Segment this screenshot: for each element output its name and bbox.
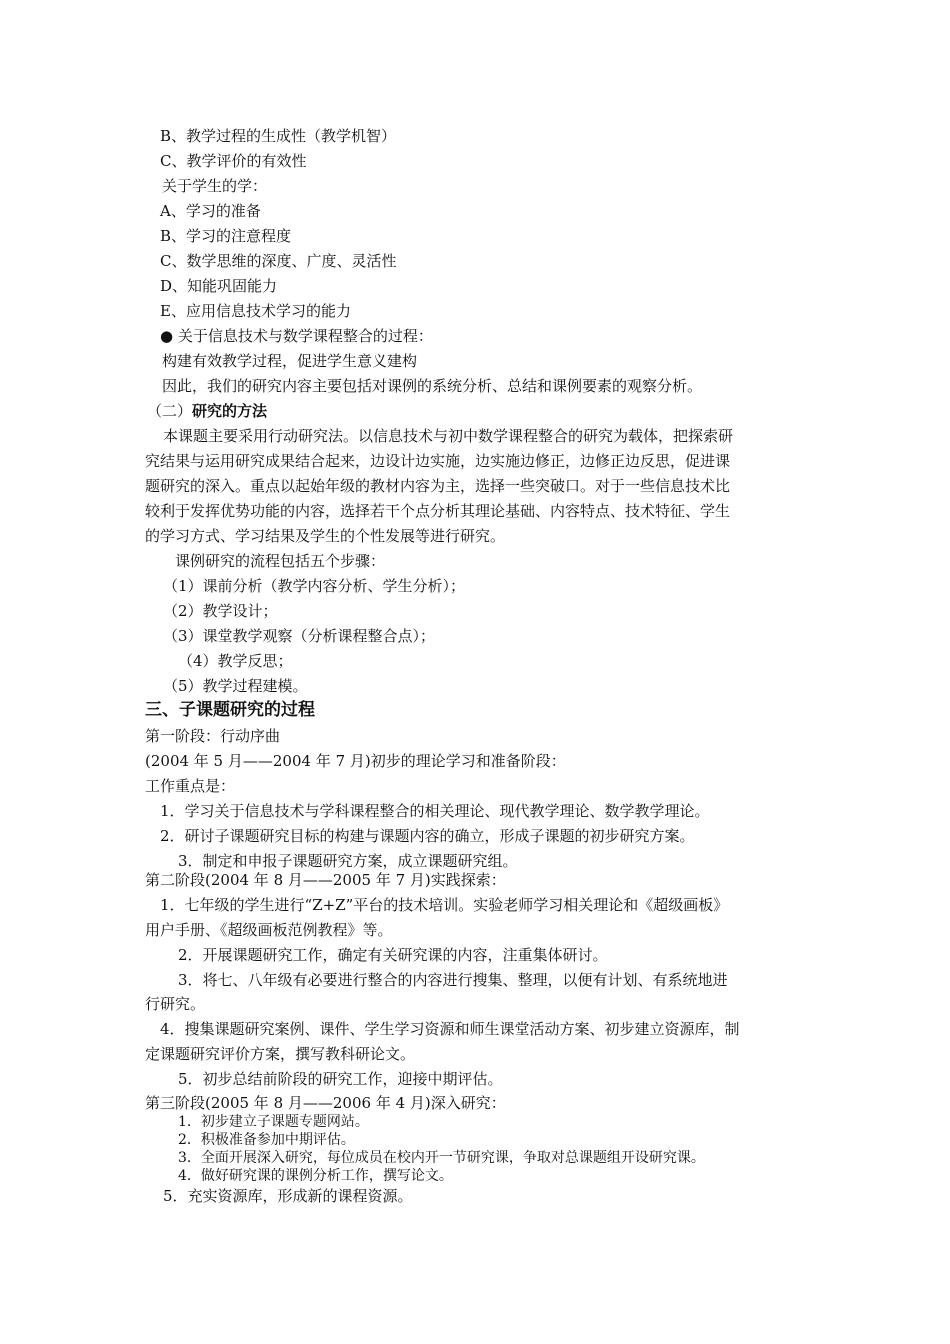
method-heading-text: 研究的方法 bbox=[192, 402, 268, 420]
stage1-title: 第一阶段：行动序曲 bbox=[145, 727, 281, 745]
work-focus: 工作重点是： bbox=[145, 777, 236, 795]
stage3-title: 第三阶段(2005 年 8 月——2006 年 4 月)深入研究： bbox=[145, 1094, 506, 1112]
stage1-item: 2．研讨子课题研究目标的构建与课题内容的确立，形成子课题的初步研究方案。 bbox=[160, 827, 695, 845]
process-step: （4）教学反思； bbox=[178, 652, 293, 670]
method-heading-prefix: （二） bbox=[147, 402, 193, 420]
method-paragraph-line: 本课题主要采用行动研究法。以信息技术与初中数学课程整合的研究为载体，把探索研 bbox=[163, 427, 734, 445]
conclusion-text: 因此，我们的研究内容主要包括对课例的系统分析、总结和课例要素的观察分析。 bbox=[162, 377, 703, 395]
stage3-item: 5．充实资源库，形成新的课程资源。 bbox=[163, 1187, 413, 1205]
stage2-item1-line: 用户手册、《超级画板范例教程》等。 bbox=[145, 921, 393, 939]
integration-heading-line bbox=[160, 326, 433, 346]
stage2-item4-line: 定课题研究评价方案，撰写教科研论文。 bbox=[145, 1045, 416, 1063]
student-item-d: D、知能巩固能力 bbox=[160, 277, 278, 295]
teacher-item-b: B、教学过程的生成性（教学机智） bbox=[160, 127, 397, 145]
student-item-b: B、学习的注意程度 bbox=[160, 227, 292, 245]
integration-text: 构建有效教学过程，促进学生意义建构 bbox=[162, 352, 418, 370]
stage2-item4-line: 4．搜集课题研究案例、课件、学生学习资源和师生课堂活动方案、初步建立资源库，制 bbox=[160, 1020, 740, 1038]
bullet-icon: ● bbox=[160, 327, 174, 345]
stage2-item5: 5．初步总结前阶段的研究工作，迎接中期评估。 bbox=[178, 1070, 503, 1088]
stage2-item3-line: 3．将七、八年级有必要进行整合的内容进行搜集、整理，以便有计划、有系统地进 bbox=[178, 971, 728, 989]
student-item-a: A、学习的准备 bbox=[160, 202, 261, 220]
method-paragraph-line: 的学习方式、学习结果及学生的个性发展等进行研究。 bbox=[145, 527, 506, 545]
integration-heading: 关于信息技术与数学课程整合的过程： bbox=[177, 327, 433, 345]
method-paragraph-line: 题研究的深入。重点以起始年级的教材内容为主，选择一些突破口。对于一些信息技术比 bbox=[145, 477, 731, 495]
stage1-item: 3．制定和申报子课题研究方案，成立课题研究组。 bbox=[178, 852, 518, 870]
stage2-title: 第二阶段(2004 年 8 月——2005 年 7 月)实践探索： bbox=[145, 871, 506, 889]
student-item-c: C、数学思维的深度、广度、灵活性 bbox=[160, 252, 397, 270]
process-step: （2）教学设计； bbox=[163, 602, 278, 620]
method-paragraph-line: 究结果与运用研究成果结合起来，边设计边实施，边实施边修正，边修正边反思，促进课 bbox=[145, 452, 731, 470]
stage1-item: 1．学习关于信息技术与学科课程整合的相关理论、现代教学理论、数学教学理论。 bbox=[160, 802, 710, 820]
student-item-e: E、应用信息技术学习的能力 bbox=[160, 302, 351, 320]
stage1-period: (2004 年 5 月——2004 年 7 月)初步的理论学习和准备阶段： bbox=[145, 752, 566, 770]
process-step: （5）教学过程建模。 bbox=[163, 677, 308, 695]
stage3-item: 1．初步建立子课题专题网站。 bbox=[178, 1114, 369, 1130]
stage3-item: 4．做好研究课的课例分析工作，撰写论文。 bbox=[178, 1168, 453, 1184]
teacher-item-c: C、教学评价的有效性 bbox=[160, 152, 307, 170]
student-heading: 关于学生的学： bbox=[162, 177, 268, 195]
stage2-item3-line: 行研究。 bbox=[145, 995, 206, 1013]
stage3-item: 3．全面开展深入研究，每位成员在校内开一节研究课，争取对总课题组开设研究课。 bbox=[178, 1150, 705, 1166]
stage3-item: 2．积极准备参加中期评估。 bbox=[178, 1132, 355, 1148]
section3-title: 三、子课题研究的过程 bbox=[145, 700, 315, 720]
process-step: （1）课前分析（教学内容分析、学生分析）； bbox=[163, 577, 466, 595]
process-step: （3）课堂教学观察（分析课程整合点）； bbox=[163, 627, 436, 645]
stage2-item1-line: 1．七年级的学生进行“Z+Z”平台的技术培训。实验老师学习相关理论和《超级画板》 bbox=[160, 896, 729, 914]
stage2-item2: 2．开展课题研究工作，确定有关研究课的内容，注重集体研讨。 bbox=[178, 946, 608, 964]
process-intro: 课例研究的流程包括五个步骤： bbox=[175, 552, 386, 570]
method-paragraph-line: 较利于发挥优势功能的内容，选择若干个点分析其理论基础、内容特点、技术特征、学生 bbox=[145, 502, 731, 520]
method-heading bbox=[147, 401, 267, 421]
